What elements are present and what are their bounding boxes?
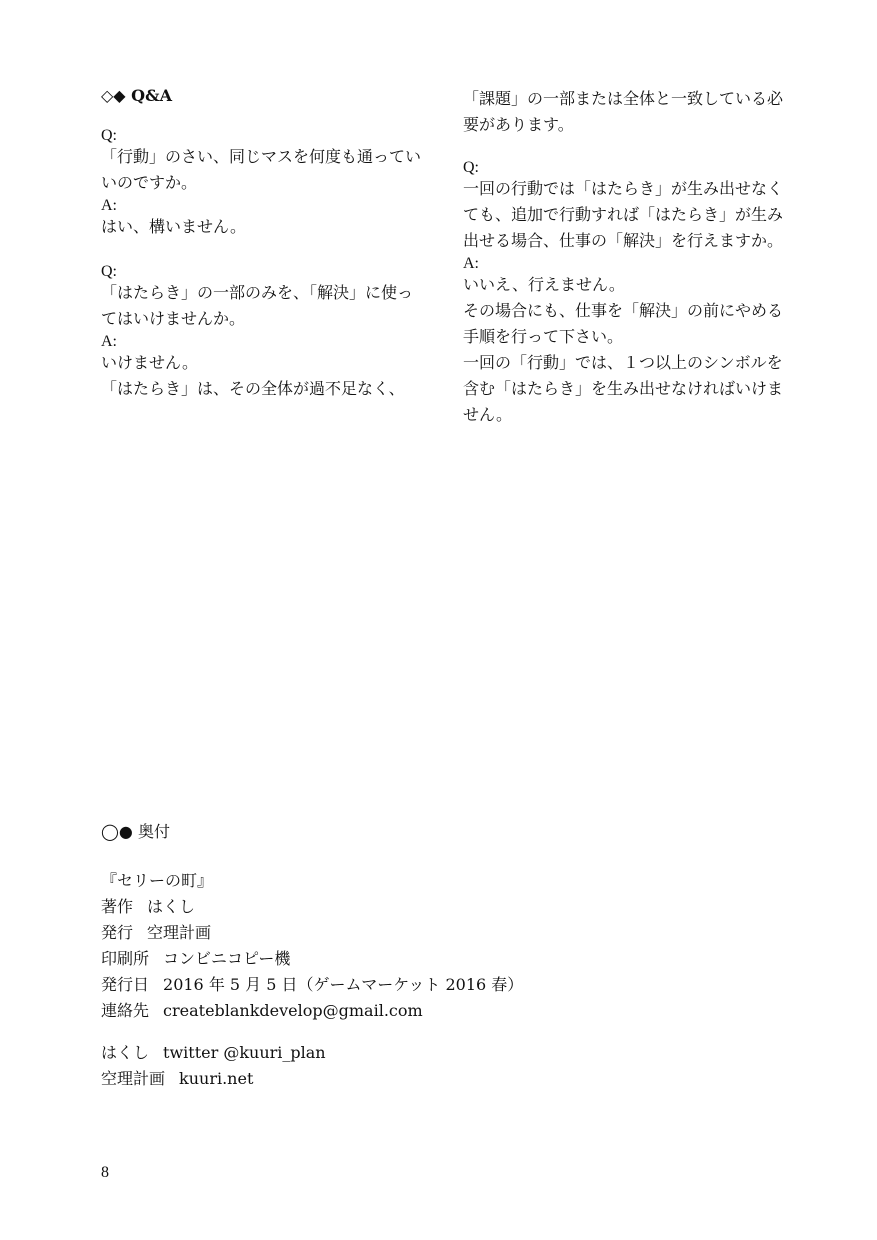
page-number: 8 [101,1164,109,1181]
answer-text: いけません。 [101,353,198,372]
qa-item [463,160,798,428]
colophon-key: 連絡先 [101,1001,150,1020]
contact-row [101,1040,523,1066]
colophon-value: コンビニコピー機 [163,949,291,968]
question-text: ても、追加で行動すれば「はたらき」が生み [463,205,784,224]
question-text: 「はたらき」の一部のみを、「解決」に使っ [101,283,414,302]
colophon-row [101,946,523,972]
colophon-row [101,920,523,946]
colophon-key: 著作 [101,897,134,916]
question-label: Q: [101,263,117,280]
answer-text: せん。 [463,405,512,424]
question-text: 「行動」のさい、同じマスを何度も通ってい [101,147,422,166]
question-text: 出せる場合、仕事の「解決」を行えますか。 [463,231,784,250]
colophon-key: 印刷所 [101,949,150,968]
question-text: いのですか。 [101,173,198,192]
qa-right-column [463,82,798,452]
question-label: Q: [101,127,117,144]
answer-text: 「はたらき」は、その全体が過不足なく、 [101,379,405,398]
answer-continuation-text: 要があります。 [463,115,574,134]
colophon-value: はくし [147,897,196,916]
answer-label: A: [463,255,479,272]
colophon-row [101,894,523,920]
answer-text: 含む「はたらき」を生み出せなければいけま [463,379,784,398]
qa-section-title: ◇◆ Q&A [101,86,172,105]
answer-label: A: [101,197,117,214]
question-label: Q: [463,159,479,176]
colophon-row [101,998,523,1024]
colophon [101,820,523,1092]
colophon-value: 空理計画 [147,923,212,942]
contact-key: はくし [101,1043,150,1062]
colophon-key: 発行 [101,923,134,942]
qa-item [101,128,436,240]
colophon-key: 発行日 [101,975,150,994]
website-url: kuuri.net [179,1069,254,1088]
colophon-title: ◯● 奥付 [101,822,170,841]
twitter-handle: twitter @kuuri_plan [163,1043,326,1062]
colophon-value: 2016 年 5 月 5 日（ゲームマーケット 2016 春） [163,975,524,994]
question-text: てはいけませんか。 [101,309,246,328]
answer-text: 一回の「行動」では、１つ以上のシンボルを [463,353,783,372]
answer-text: 手順を行って下さい。 [463,327,624,346]
contact-row [101,1066,523,1092]
answer-text: はい、構いません。 [101,217,246,236]
question-text: 一回の行動では「はたらき」が生み出せなく [463,179,784,198]
contact-key: 空理計画 [101,1069,166,1088]
work-title: 『セリーの町』 [101,871,214,890]
answer-text: いいえ、行えません。 [463,275,625,294]
answer-label: A: [101,333,117,350]
qa-left-column [101,82,436,426]
answer-text: その場合にも、仕事を「解決」の前にやめる [463,301,784,320]
colophon-row [101,972,523,998]
qa-item [101,264,436,402]
answer-continuation-text: 「課題」の一部または全体と一致している必 [463,89,784,108]
email-address: createblankdevelop@gmail.com [163,1001,423,1020]
